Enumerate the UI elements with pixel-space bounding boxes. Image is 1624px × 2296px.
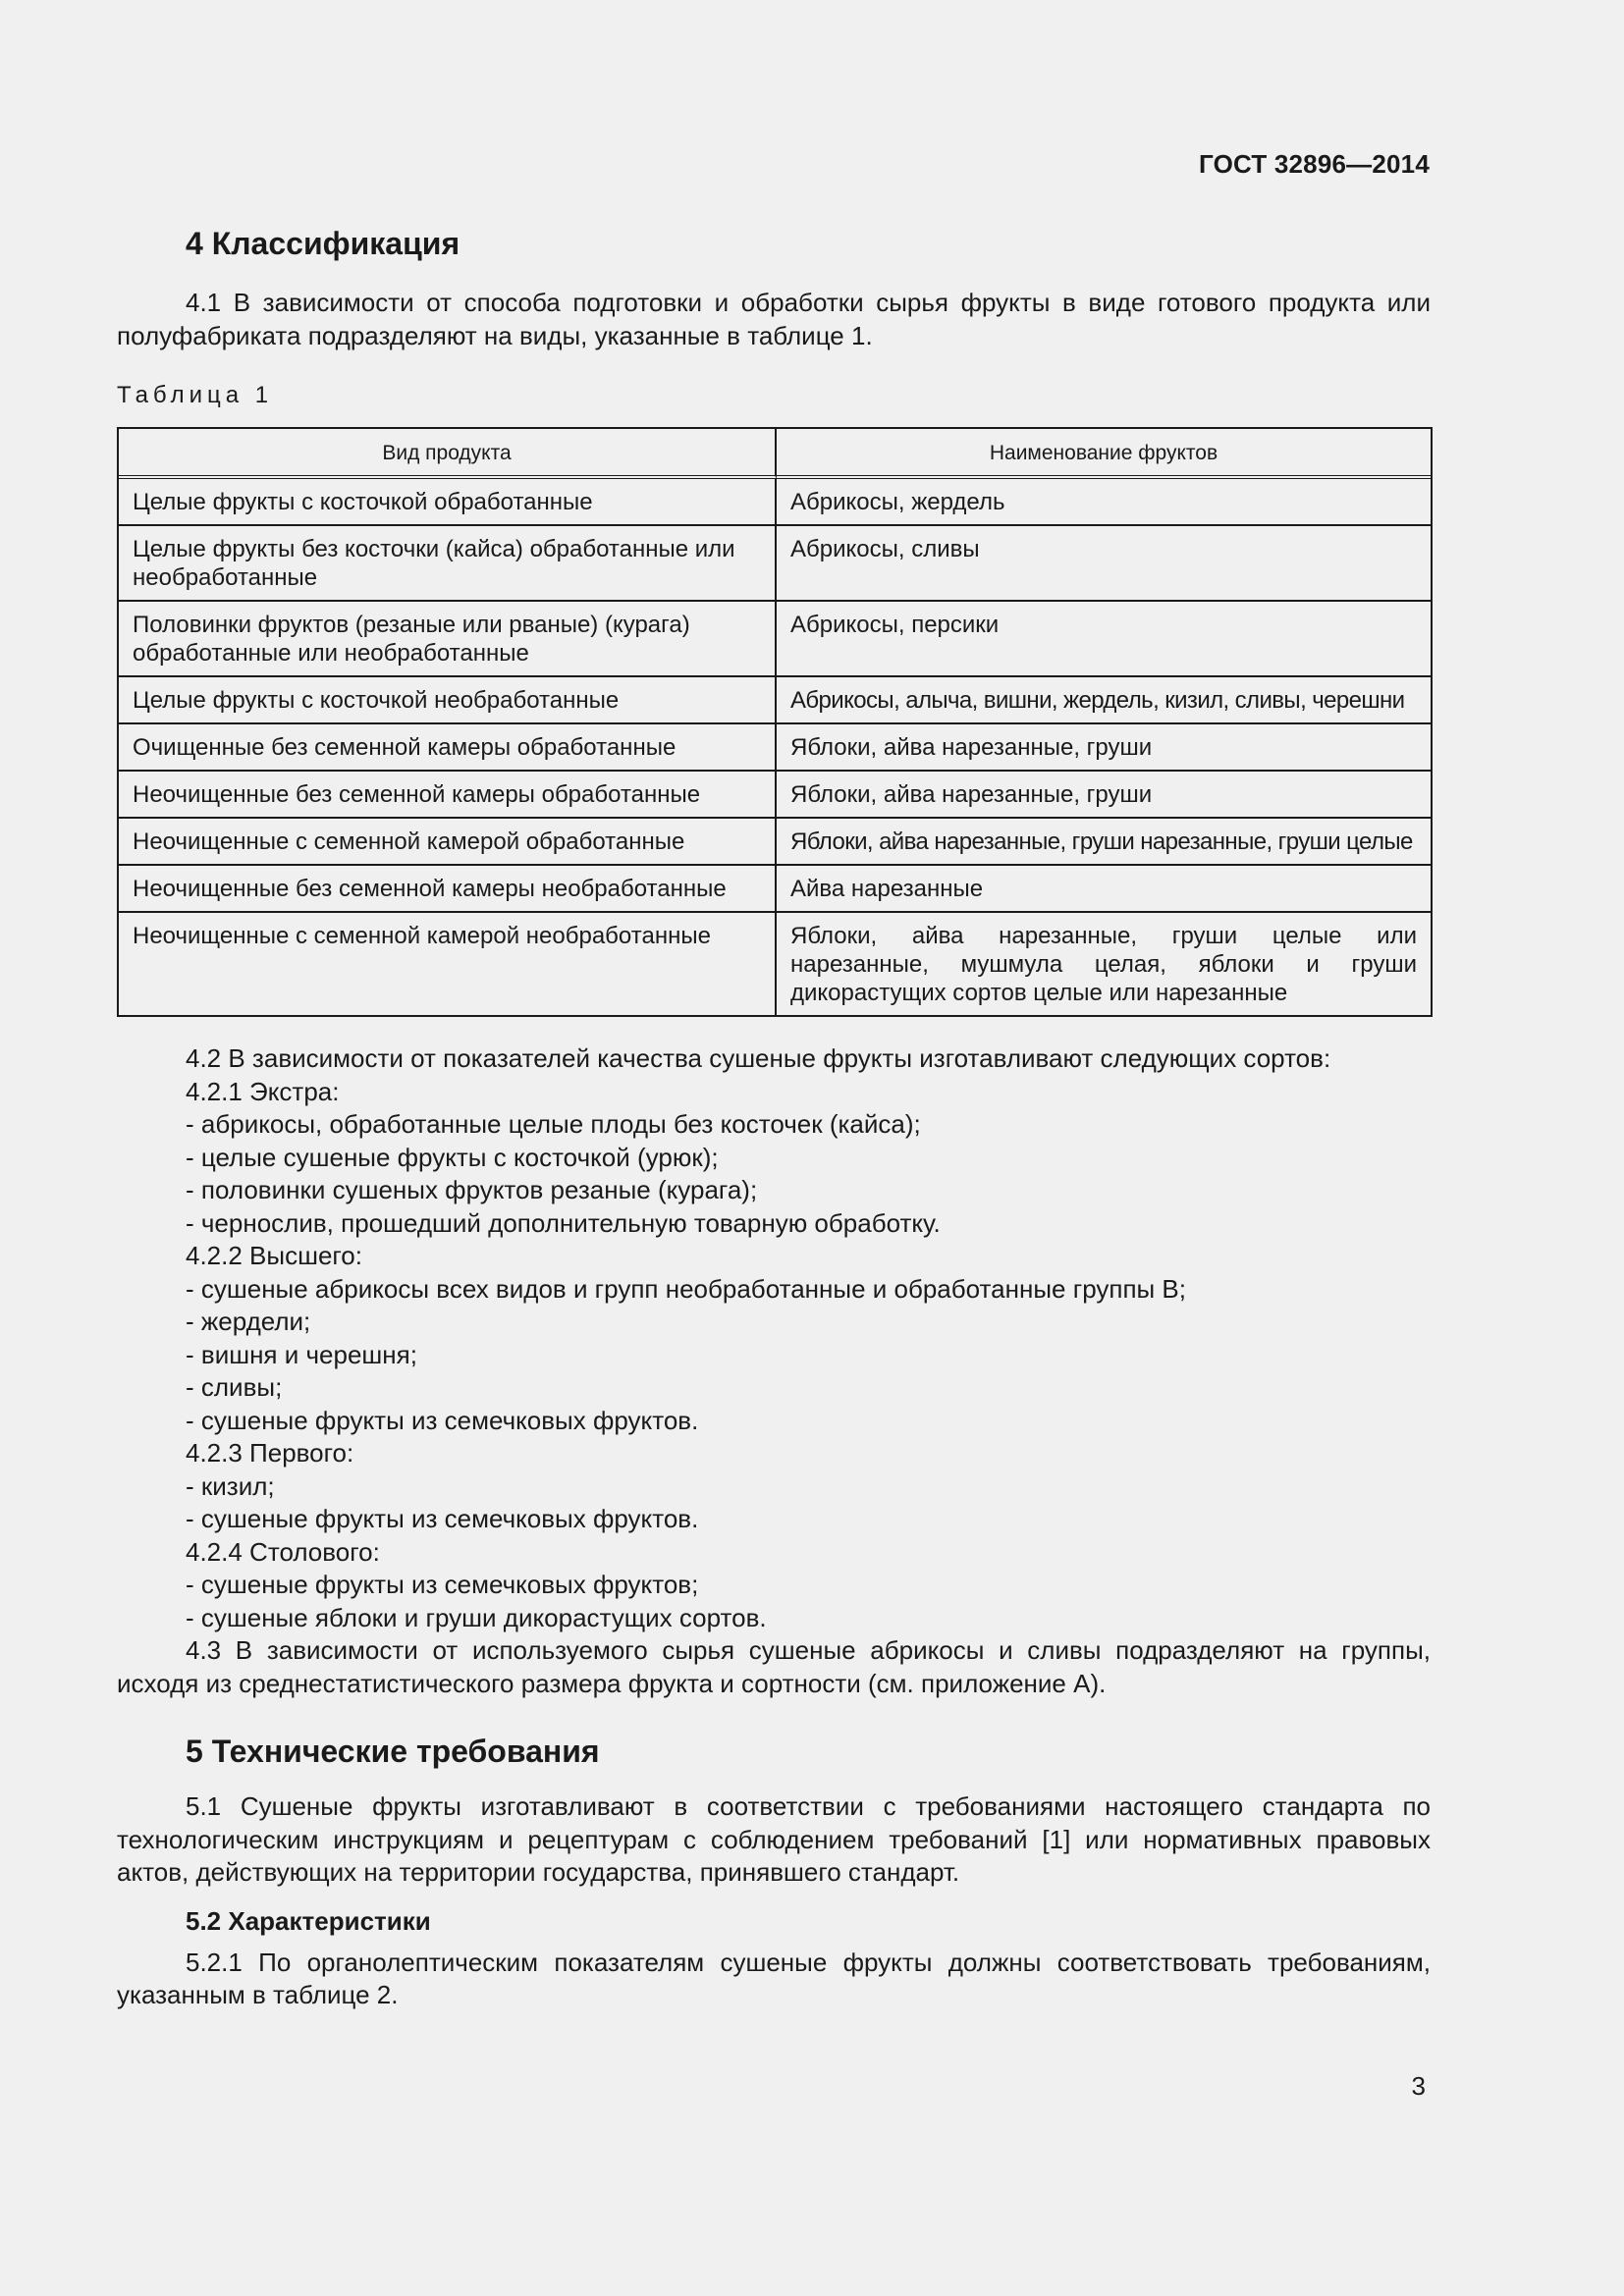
table-cell-product-type: Очищенные без семенной камеры обработанные [119, 724, 777, 772]
paragraph-5-1: 5.1 Сушеные фрукты изготавливают в соответствии с требованиями настоящего стандарта по технологическим инструкциям и рецептурам с соблюдением требований [1] или нормативных правовых актов, действующих на территории государства, принявшего стандарт. [117, 1791, 1431, 1887]
table-cell-fruit-names: Абрикосы, сливы [777, 526, 1431, 602]
paragraph-4-2: 4.2 В зависимости от показателей качества сушеные фрукты изготавливают следующих сортов: [186, 1043, 1331, 1073]
table-cell-product-type: Целые фрукты с косточкой обработанные [119, 479, 777, 526]
table-cell-product-type: Половинки фруктов (резаные или рваные) (курага) обработанные или необработанные [119, 602, 777, 677]
table-cell-product-type: Неочищенные без семенной камеры обработанные [119, 772, 777, 819]
table-1-caption: Таблица 1 [117, 382, 274, 408]
table-header-product-type: Вид продукта [119, 429, 777, 479]
table-cell-fruit-names: Яблоки, айва нарезанные, груши нарезанные, груши целые [777, 819, 1431, 866]
subparagraph-4-2-2: 4.2.2 Высшего: [186, 1241, 362, 1270]
table-cell-fruit-names: Айва нарезанные [777, 866, 1431, 913]
document-code: ГОСТ 32896—2014 [1199, 149, 1430, 179]
section-5-title: 5 Технические требования [186, 1734, 600, 1769]
list-item: - кизил; [186, 1470, 275, 1501]
list-item: - жердели; [186, 1307, 311, 1336]
list-item: - вишня и черешня; [186, 1339, 417, 1369]
table-cell-fruit-names: Абрикосы, жердель [777, 479, 1431, 526]
table-row [119, 866, 1431, 913]
paragraph-4-3: 4.3 В зависимости от используемого сырья сушеные абрикосы и сливы подразделяют на группы, исходя из среднестатистического размера фрукта и сортности (см. приложение А). [117, 1635, 1431, 1698]
table-1 [117, 427, 1433, 1017]
table-cell-fruit-names: Абрикосы, персики [777, 602, 1431, 677]
table-cell-product-type: Целые фрукты с косточкой необработанные [119, 677, 777, 724]
table-cell-product-type: Целые фрукты без косточки (кайса) обработанные или необработанные [119, 526, 777, 602]
table-header-fruit-names: Наименование фруктов [777, 429, 1431, 479]
paragraph-4-1: 4.1 В зависимости от способа подготовки и обработки сырья фрукты в виде готового продукта или полуфабриката подразделяют на виды, указанные в таблице 1. [117, 288, 1431, 350]
section-4-2-list [117, 1042, 1431, 1700]
table-cell-fruit-names: Абрикосы, алыча, вишни, жердель, кизил, сливы, черешни [777, 677, 1431, 724]
table-cell-fruit-names: Яблоки, айва нарезанные, груши [777, 724, 1431, 772]
list-item: - сушеные фрукты из семечковых фруктов. [186, 1405, 699, 1435]
table-cell-fruit-names: Яблоки, айва нарезанные, груши [777, 772, 1431, 819]
page-content [117, 218, 1431, 2012]
page-number: 3 [1411, 2071, 1426, 2101]
table-cell-product-type: Неочищенные с семенной камерой обработанные [119, 819, 777, 866]
list-item: - половинки сушеных фруктов резаные (курага); [186, 1175, 758, 1204]
table-row [119, 479, 1431, 526]
table-row [119, 913, 1431, 1015]
table-row [119, 724, 1431, 772]
subsection-5-2-title: 5.2 Характеристики [186, 1905, 431, 1936]
list-item: - сушеные фрукты из семечковых фруктов. [186, 1504, 699, 1533]
table-row [119, 772, 1431, 819]
table-row [119, 602, 1431, 677]
table-row [119, 819, 1431, 866]
table-cell-product-type: Неочищенные с семенной камерой необработанные [119, 913, 777, 1015]
subparagraph-4-2-3: 4.2.3 Первого: [186, 1438, 354, 1468]
table-cell-fruit-names: Яблоки, айва нарезанные, груши целые или нарезанные, мушмула целая, яблоки и груши дикорастущих сортов целые или нарезанные [790, 923, 1417, 1006]
paragraph-5-2-1: 5.2.1 По органолептическим показателям сушеные фрукты должны соответствовать требованиям, указанным в таблице 2. [117, 1947, 1431, 2009]
list-item: - целые сушеные фрукты с косточкой (урюк); [186, 1142, 719, 1172]
list-item: - сливы; [186, 1372, 283, 1402]
section-4-title: 4 Классификация [186, 226, 460, 261]
list-item: - сушеные яблоки и груши дикорастущих сортов. [186, 1602, 767, 1632]
subparagraph-4-2-1: 4.2.1 Экстра: [186, 1076, 340, 1106]
table-cell-product-type: Неочищенные без семенной камеры необработанные [119, 866, 777, 913]
table-row [119, 526, 1431, 602]
list-item: - чернослив, прошедший дополнительную товарную обработку. [186, 1207, 941, 1238]
list-item: - абрикосы, обработанные целые плоды без косточек (кайса); [186, 1109, 921, 1139]
list-item: - сушеные фрукты из семечковых фруктов; [186, 1570, 699, 1599]
list-item: - сушеные абрикосы всех видов и групп необработанные и обработанные группы В; [186, 1273, 1187, 1304]
table-row [119, 677, 1431, 724]
subparagraph-4-2-4: 4.2.4 Столового: [186, 1536, 380, 1567]
table-header-row [119, 429, 1431, 479]
